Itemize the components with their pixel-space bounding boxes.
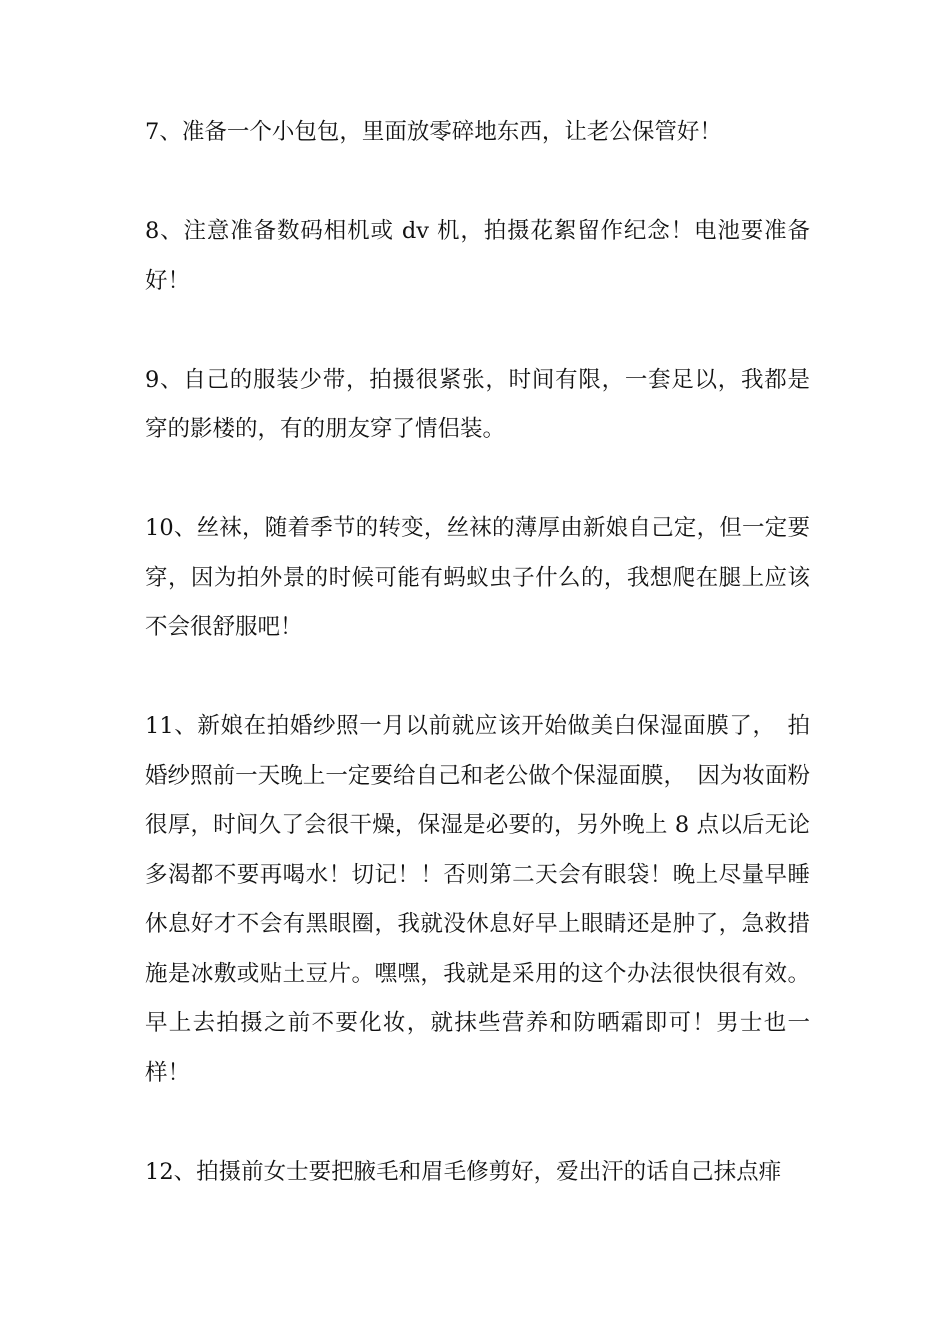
- paragraph-item-7: 7、准备一个小包包，里面放零碎地东西，让老公保管好！: [145, 119, 722, 145]
- paragraph-item-10: 10、丝袜，随着季节的转变，丝袜的薄厚由新娘自己定，但一定要穿，因为拍外景的时候可能有蚂蚁虫子什么的，我想爬在腿上应该不会很舒服吧！: [145, 515, 810, 640]
- paragraph-item-11: 11、新娘在拍婚纱照一月以前就应该开始做美白保湿面膜了， 拍婚纱照前一天晚上一定要给自己和老公做个保湿面膜， 因为妆面粉很厚，时间久了会很干燥，保湿是必要的，另外晚上 8 点以后无论多渴都不要再喝水！切记！！否则第二天会有眼袋！晚上尽量早睡休息好才不会有黑眼圈，我就没休息好早上眼睛还是肿了，急救措施是冰敷或贴土豆片。嘿嘿，我就是采用的这个办法很快很有效。早上去拍摄之前不要化妆，就抹些营养和防晒霜即可！男士也一样！: [145, 713, 810, 1086]
- paragraph-item-12: 12、拍摄前女士要把腋毛和眉毛修剪好，爱出汗的话自己抹点痱: [145, 1158, 782, 1185]
- document-body: [145, 108, 810, 1247]
- paragraph-item-9: 9、自己的服装少带，拍摄很紧张，时间有限，一套足以，我都是穿的影楼的，有的朋友穿了情侣装。: [145, 366, 810, 442]
- paragraph-item-8: 8、注意准备数码相机或 dv 机，拍摄花絮留作纪念！电池要准备好！: [145, 218, 810, 294]
